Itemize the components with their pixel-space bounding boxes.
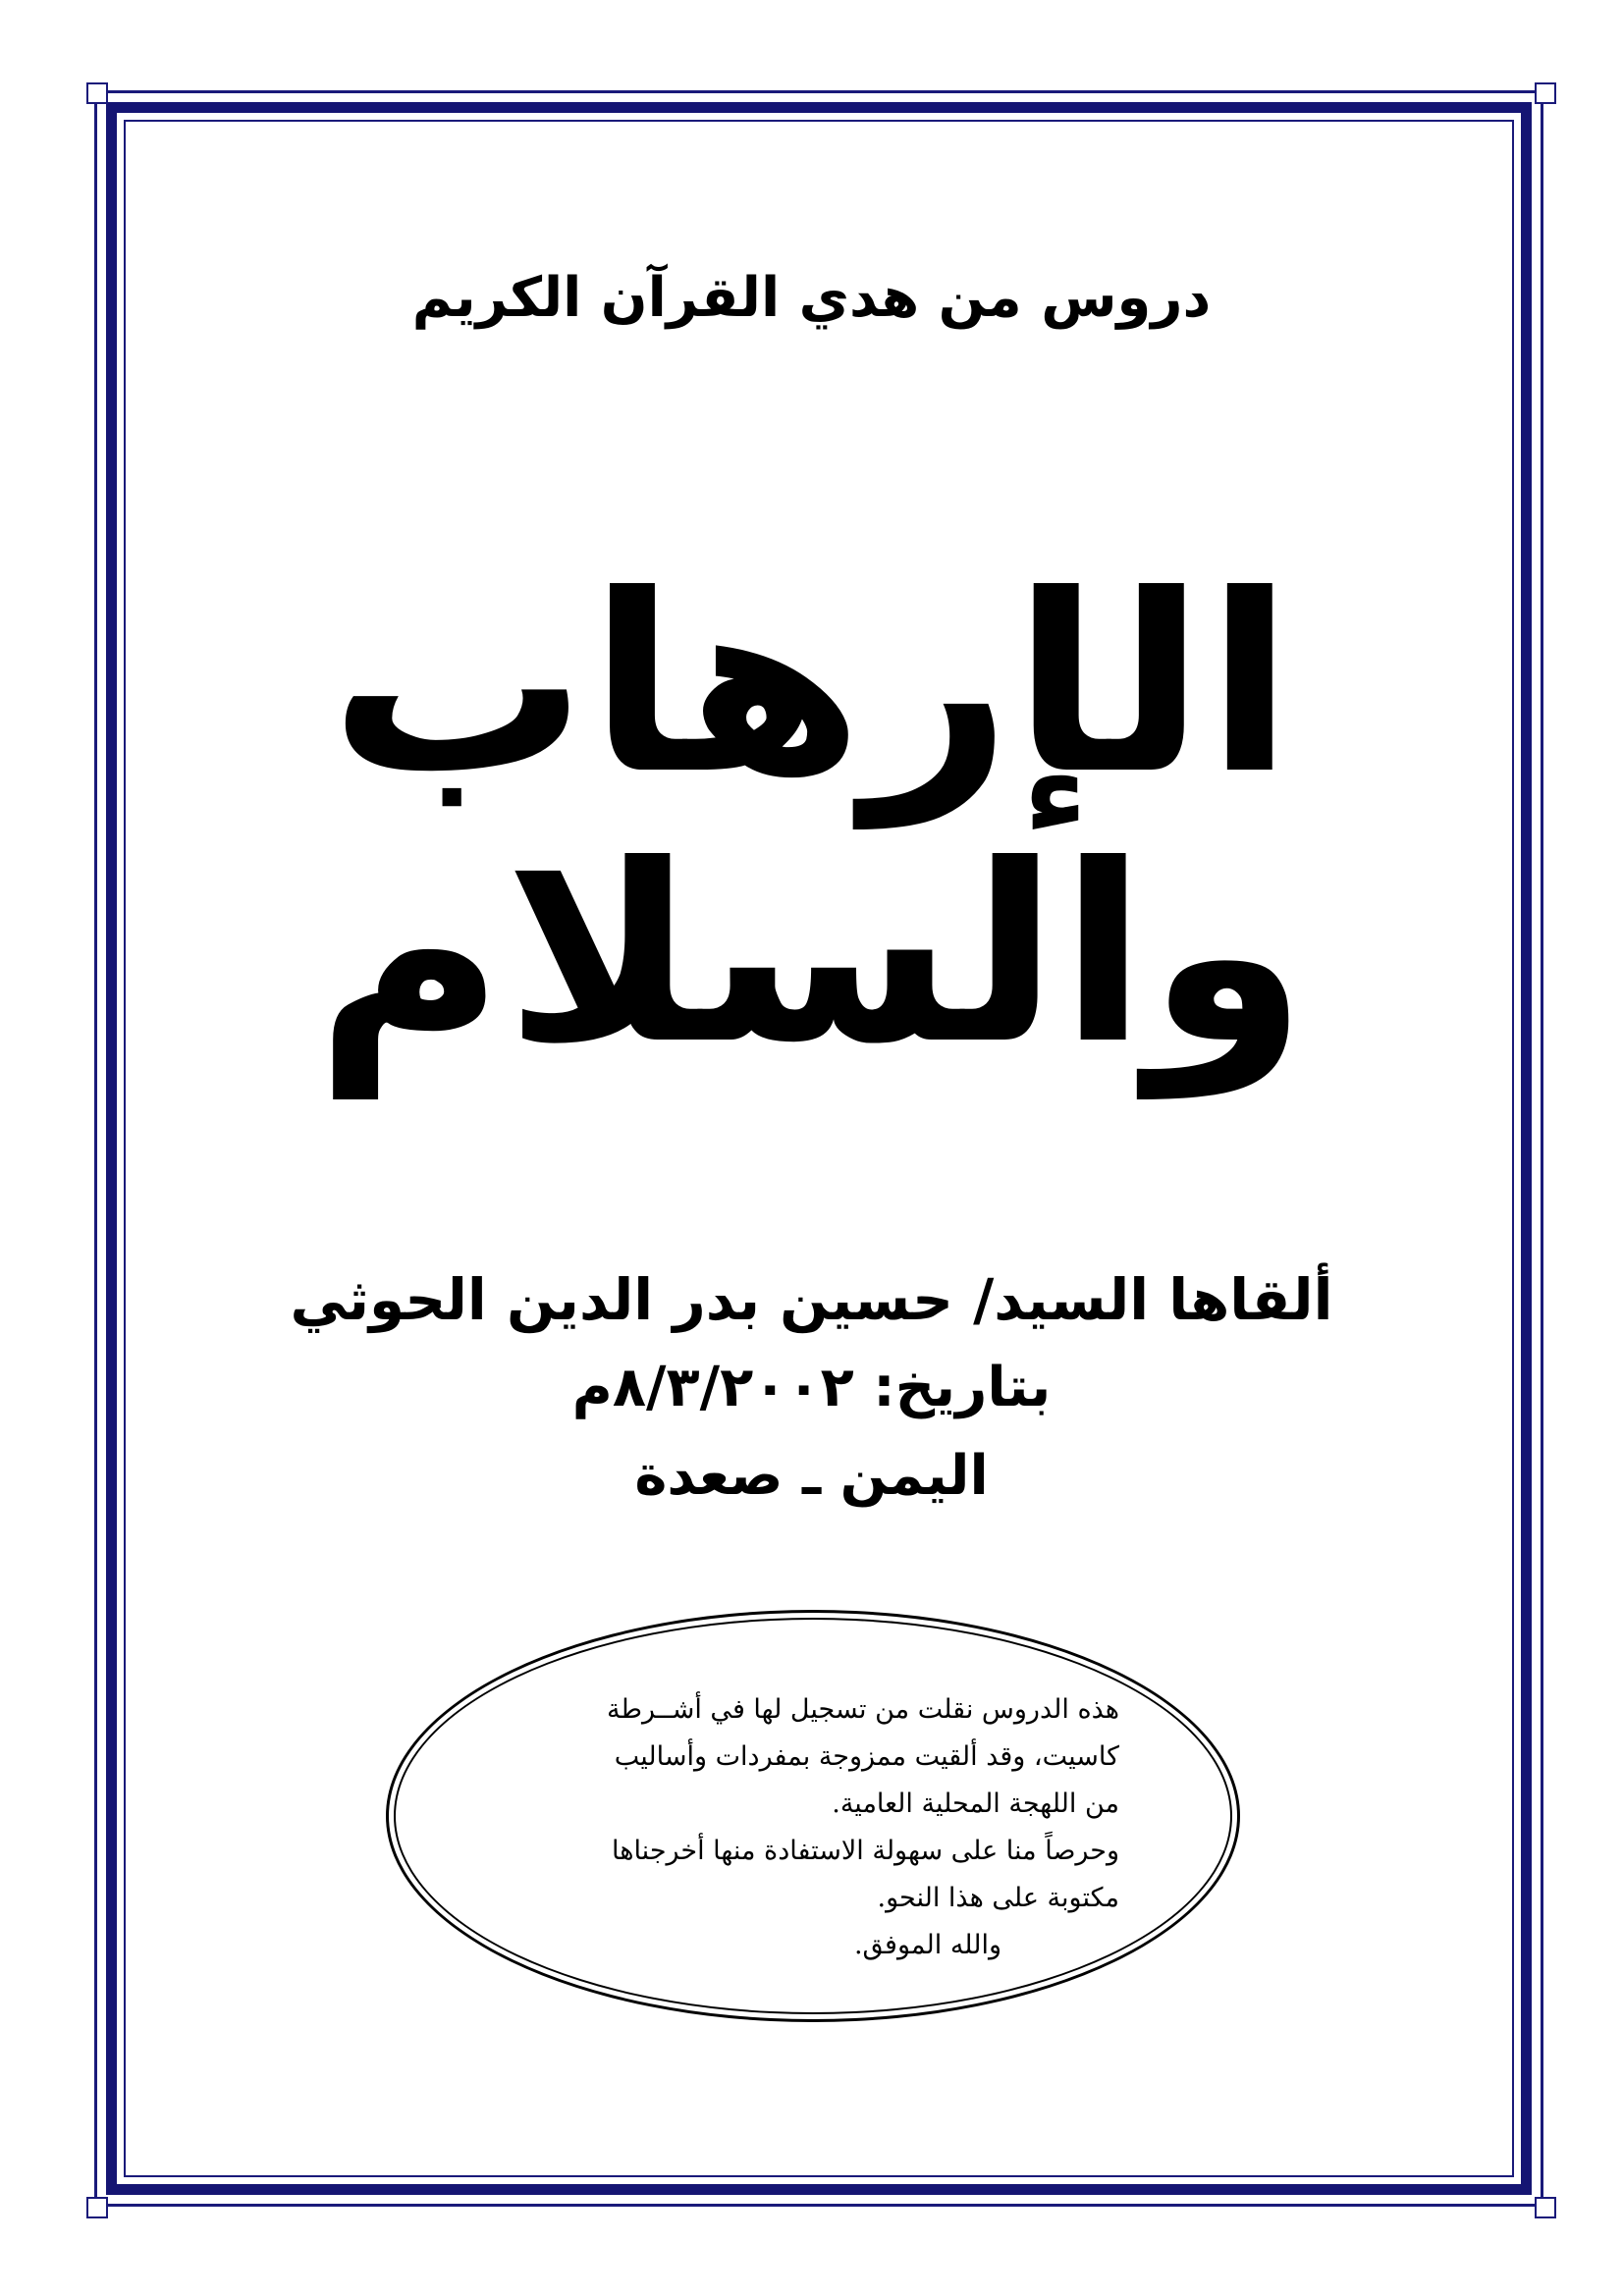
border-corner-ornament bbox=[86, 2197, 108, 2218]
border-corner-ornament bbox=[86, 82, 108, 104]
main-title: الإرهاب والسلام bbox=[315, 542, 1308, 1097]
series-title: دروس من هدي القرآن الكريم bbox=[411, 266, 1212, 330]
note-line: كاسيت، وقد ألقيت ممزوجة بمفردات وأساليب bbox=[614, 1741, 1119, 1772]
border-corner-ornament bbox=[1535, 82, 1556, 104]
lecturer-line: ألقاها السيد/ حسين بدر الدين الحوثي bbox=[290, 1266, 1333, 1333]
date-line: بتاريخ: ٨/٣/٢٠٠٢م bbox=[571, 1356, 1052, 1419]
note-line: مكتوبة على هذا النحو. bbox=[877, 1883, 1119, 1913]
note-line: من اللهجة المحلية العامية. bbox=[832, 1789, 1119, 1819]
note-line: هذه الدروس نقلت من تسجيل لها في أشــرطة bbox=[607, 1694, 1119, 1725]
note-line: والله الموفق. bbox=[853, 1930, 1001, 1960]
transcription-note bbox=[530, 1686, 1119, 1969]
border-corner-ornament bbox=[1535, 2197, 1556, 2218]
place-line: اليمن ـ صعدة bbox=[634, 1444, 989, 1508]
note-line: وحرصاً منا على سهولة الاستفادة منها أخرجناها bbox=[611, 1836, 1119, 1866]
